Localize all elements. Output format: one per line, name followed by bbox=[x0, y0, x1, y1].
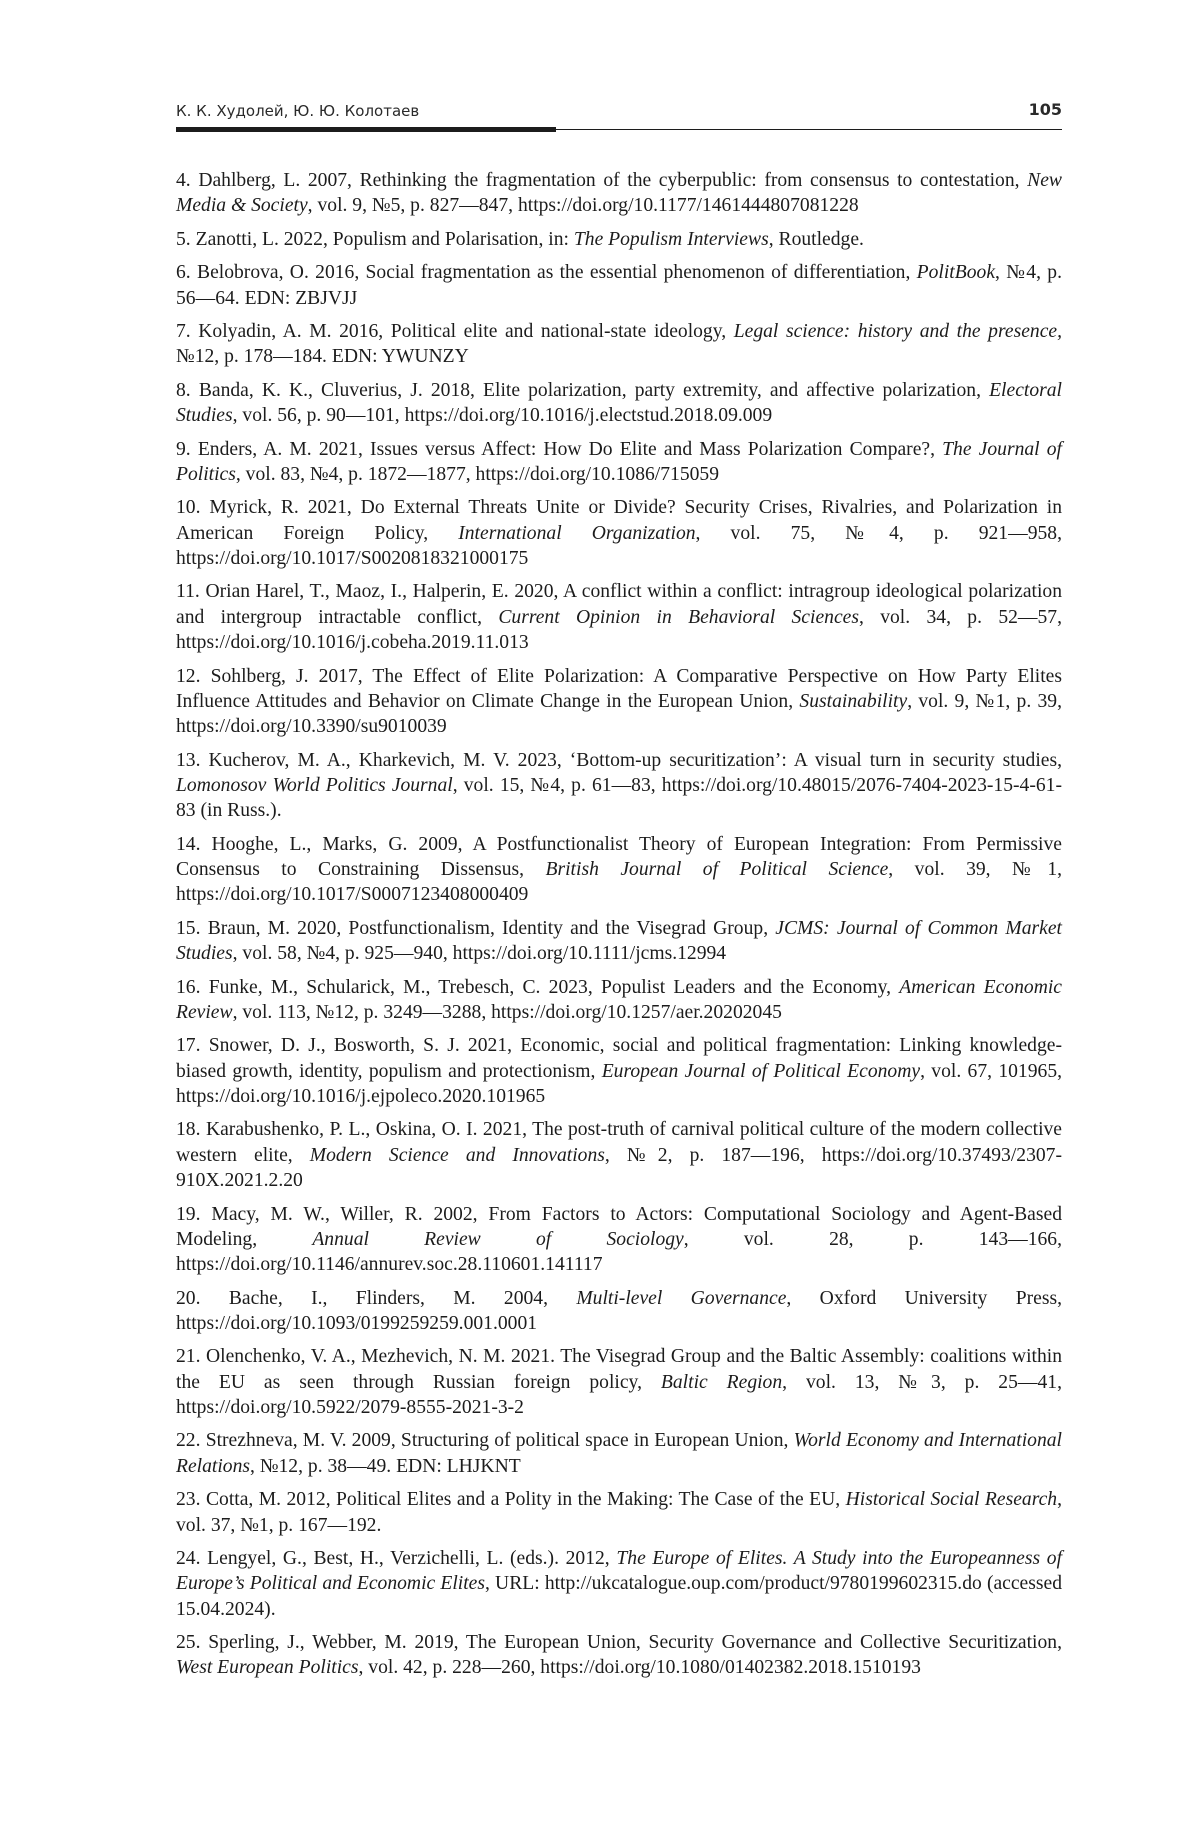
reference-source: Historical Social Research bbox=[845, 1489, 1058, 1511]
reference-authors-title: Enders, A. M. 2021, Issues versus Affect: How Do Elite and Mass Polarization Compare?, bbox=[197, 438, 936, 460]
reference-number: 9. bbox=[176, 438, 191, 460]
reference-source: Sustainability bbox=[799, 690, 908, 712]
reference-number: 24. bbox=[176, 1548, 201, 1569]
reference-source: The Journal of Politics bbox=[176, 438, 1062, 485]
reference-number: 20. bbox=[176, 1287, 201, 1309]
reference-details: , vol. 34, p. 52—57, https://doi.org/10.1016/j.cobeha.2019.11.013 bbox=[176, 606, 1063, 654]
reference-item bbox=[176, 1202, 1062, 1278]
reference-details: , vol. 39, №1, https://doi.org/10.1017/S0007123408000409 bbox=[176, 859, 1063, 906]
reference-item bbox=[176, 916, 1062, 967]
reference-item bbox=[176, 664, 1062, 740]
reference-authors-title: Snower, D. J., Bosworth, S. J. 2021, Economic, social and political fragmentation: Linking knowledge-biased growth, identity, populism and protectionism, bbox=[176, 1035, 1062, 1082]
reference-details: , vol. 56, p. 90—101, https://doi.org/10.1016/j.electstud.2018.09.009 bbox=[232, 405, 773, 427]
reference-number: 22. bbox=[176, 1430, 201, 1452]
reference-source: British Journal of Political Science bbox=[545, 859, 889, 880]
reference-number: 25. bbox=[176, 1632, 201, 1654]
reference-source: American Economic Review bbox=[176, 976, 1062, 1023]
reference-authors-title: Banda, K. K., Cluverius, J. 2018, Elite polarization, party extremity, and affective polarization, bbox=[198, 379, 981, 401]
reference-authors-title: Karabushenko, P. L., Oskina, O. I. 2021, The post-truth of carnival political culture of the modern collective western elite, bbox=[176, 1119, 1063, 1166]
reference-details: , №4, p. 56—64. EDN: ZBJVJJ bbox=[176, 262, 1062, 309]
reference-authors-title: Strezhneva, M. V. 2009, Structuring of political space in European Union, bbox=[205, 1430, 789, 1452]
reference-details: , vol. 37, №1, p. 167—192. bbox=[176, 1489, 1063, 1536]
reference-details: , vol. 75, №4, p. 921—958, https://doi.org/10.1017/S0020818321000175 bbox=[176, 522, 1062, 569]
reference-authors-title: Kolyadin, A. M. 2016, Political elite and national-state ideology, bbox=[198, 321, 727, 343]
reference-number: 18. bbox=[176, 1119, 201, 1141]
reference-source: Electoral Studies bbox=[176, 379, 1063, 427]
reference-authors-title: Olenchenko, V. A., Mezhevich, N. M. 2021. The Visegrad Group and the Baltic Assembly: coalitions within the EU as seen through Russian foreign policy, bbox=[176, 1346, 1062, 1393]
reference-source: Baltic Region bbox=[660, 1371, 783, 1393]
reference-authors-title: Lengyel, G., Best, H., Verzichelli, L. (eds.). 2012, bbox=[207, 1548, 610, 1569]
reference-item bbox=[176, 1428, 1062, 1479]
reference-number: 5. bbox=[176, 228, 191, 250]
reference-authors-title: Bache, I., Flinders, M. 2004, bbox=[228, 1287, 548, 1309]
reference-source: Lomonosov World Politics Journal bbox=[176, 774, 453, 796]
reference-source: PolitBook bbox=[916, 262, 996, 284]
reference-source: Multi-level Governance bbox=[576, 1287, 787, 1309]
reference-details: , vol. 9, №5, p. 827—847, https://doi.org/10.1177/1461444807081228 bbox=[307, 195, 859, 217]
reference-details: , vol. 113, №12, p. 3249—3288, https://doi.org/10.1257/aer.20202045 bbox=[232, 1001, 782, 1023]
reference-item bbox=[176, 1487, 1062, 1538]
reference-number: 13. bbox=[176, 749, 201, 771]
reference-source: European Journal of Political Economy bbox=[601, 1060, 921, 1082]
reference-number: 17. bbox=[176, 1035, 201, 1057]
reference-item bbox=[176, 227, 1062, 252]
reference-item bbox=[176, 975, 1062, 1026]
reference-source: Current Opinion in Behavioral Sciences bbox=[498, 606, 859, 628]
reference-details: , vol. 42, p. 228—260, https://doi.org/10.1080/01402382.2018.1510193 bbox=[358, 1657, 921, 1679]
header-rule-accent bbox=[176, 127, 556, 132]
reference-number: 6. bbox=[176, 262, 191, 284]
reference-details: , vol. 83, №4, p. 1872—1877, https://doi.org/10.1086/715059 bbox=[235, 463, 720, 485]
reference-authors-title: Hooghe, L., Marks, G. 2009, A Postfunctionalist Theory of European Integration: From Permissive Consensus to Constraining Dissensus, bbox=[176, 833, 1062, 880]
reference-item bbox=[176, 832, 1062, 908]
reference-authors-title: Kucherov, M. A., Kharkevich, M. V. 2023, ‘Bottom-up securitization’: A visual turn in security studies, bbox=[208, 749, 1062, 771]
reference-item bbox=[176, 319, 1062, 370]
reference-details: , Routledge. bbox=[768, 228, 864, 250]
reference-details: , vol. 67, 101965, https://doi.org/10.1016/j.ejpoleco.2020.101965 bbox=[176, 1060, 1063, 1107]
reference-authors-title: Braun, M. 2020, Postfunctionalism, Identity and the Visegrad Group, bbox=[207, 917, 769, 939]
reference-details: , vol. 15, №4, p. 61—83, https://doi.org/10.48015/2076-7404-2023-15-4-61-83 (in Russ.). bbox=[176, 774, 1062, 822]
reference-details: , №12, p. 38—49. EDN: LHJKNT bbox=[250, 1455, 521, 1477]
reference-source: Modern Science and Innovations bbox=[309, 1144, 605, 1166]
reference-authors-title: Sperling, J., Webber, M. 2019, The European Union, Security Governance and Collective Securitization, bbox=[208, 1632, 1062, 1654]
reference-source: New Media & Society bbox=[176, 170, 1063, 217]
reference-source: International Organization bbox=[458, 522, 696, 544]
reference-source: The Populism Interviews bbox=[573, 228, 769, 250]
reference-details: №12, p. 178—184. EDN: YWUNZY bbox=[176, 346, 469, 368]
reference-item bbox=[176, 1117, 1062, 1193]
reference-item bbox=[176, 495, 1062, 571]
running-head-authors: К. К. Худолей, Ю. Ю. Колотаев bbox=[176, 102, 420, 120]
reference-number: 10. bbox=[176, 497, 201, 519]
reference-source: JCMS: Journal of Common Market Studies bbox=[176, 917, 1062, 965]
reference-source: Legal science: history and the presence, bbox=[733, 321, 1062, 343]
reference-authors-title: Zanotti, L. 2022, Populism and Polarisation, in: bbox=[195, 228, 569, 250]
reference-number: 7. bbox=[176, 321, 191, 343]
reference-number: 4. bbox=[176, 170, 191, 191]
reference-item bbox=[176, 1344, 1062, 1420]
reference-item bbox=[176, 437, 1062, 488]
running-head bbox=[176, 100, 1062, 122]
reference-item bbox=[176, 260, 1062, 311]
reference-source: Annual Review of Sociology bbox=[312, 1228, 684, 1250]
reference-list bbox=[176, 168, 1062, 1689]
reference-authors-title: Funke, M., Schularick, M., Trebesch, C. 2023, Populist Leaders and the Economy, bbox=[208, 976, 892, 998]
reference-number: 21. bbox=[176, 1346, 201, 1368]
reference-details: , URL: http://ukcatalogue.oup.com/product/9780199602315.do (accessed 15.04.2024). bbox=[176, 1573, 1063, 1620]
reference-authors-title: Belobrova, O. 2016, Social fragmentation as the essential phenomenon of differentiation, bbox=[197, 262, 911, 284]
reference-source: The Europe of Elites. A Study into the Europeanness of Europe’s Political and Economic Elites bbox=[176, 1548, 1063, 1595]
reference-authors-title: Sohlberg, J. 2017, The Effect of Elite Polarization: A Comparative Perspective on How Party Elites Influence Attitudes and Behavior on Climate Change in the European Union, bbox=[176, 665, 1062, 712]
reference-item bbox=[176, 378, 1062, 429]
reference-number: 8. bbox=[176, 379, 191, 401]
reference-item bbox=[176, 579, 1062, 655]
reference-number: 15. bbox=[176, 917, 201, 939]
page-number: 105 bbox=[1028, 100, 1062, 119]
reference-authors-title: Orian Harel, T., Maoz, I., Halperin, E. 2020, A conflict within a conflict: intragroup ideological polarization and intergroup intractable conflict, bbox=[176, 581, 1062, 628]
reference-details: , vol. 28, p. 143—166, https://doi.org/10.1146/annurev.soc.28.110601.141117 bbox=[176, 1228, 1063, 1276]
reference-number: 12. bbox=[176, 665, 201, 687]
reference-number: 14. bbox=[176, 833, 201, 855]
reference-source: West European Politics bbox=[176, 1657, 359, 1679]
reference-details: , vol. 9, №1, p. 39, https://doi.org/10.3390/su9010039 bbox=[176, 690, 1062, 738]
reference-details: , Oxford University Press, https://doi.org/10.1093/0199259259.001.0001 bbox=[176, 1287, 1062, 1334]
reference-authors-title: Myrick, R. 2021, Do External Threats Unite or Divide? Security Crises, Rivalries, and Polarization in American Foreign Policy, bbox=[176, 497, 1062, 544]
reference-number: 11. bbox=[176, 581, 200, 603]
reference-details: , vol. 13, №3, p. 25—41, https://doi.org/10.5922/2079-8555-2021-3-2 bbox=[176, 1371, 1062, 1418]
reference-item bbox=[176, 1630, 1062, 1681]
reference-item bbox=[176, 1286, 1062, 1337]
reference-source: World Economy and International Relations bbox=[176, 1430, 1062, 1477]
reference-number: 16. bbox=[176, 976, 201, 998]
reference-item bbox=[176, 1546, 1062, 1622]
reference-item bbox=[176, 168, 1062, 219]
reference-authors-title: Macy, M. W., Willer, R. 2002, From Factors to Actors: Computational Sociology and Agent-Based Modeling, bbox=[176, 1203, 1062, 1250]
reference-details: , vol. 58, №4, p. 925—940, https://doi.org/10.1111/jcms.12994 bbox=[232, 943, 727, 965]
reference-details: , №2, p. 187—196, https://doi.org/10.37493/2307-910X.2021.2.20 bbox=[176, 1144, 1062, 1192]
reference-number: 23. bbox=[176, 1489, 201, 1511]
reference-number: 19. bbox=[176, 1203, 201, 1225]
reference-item bbox=[176, 748, 1062, 824]
reference-item bbox=[176, 1033, 1062, 1109]
reference-authors-title: Cotta, M. 2012, Political Elites and a Polity in the Making: The Case of the EU, bbox=[205, 1489, 841, 1511]
reference-authors-title: Dahlberg, L. 2007, Rethinking the fragmentation of the cyberpublic: from consensus to contestation, bbox=[198, 170, 1020, 191]
